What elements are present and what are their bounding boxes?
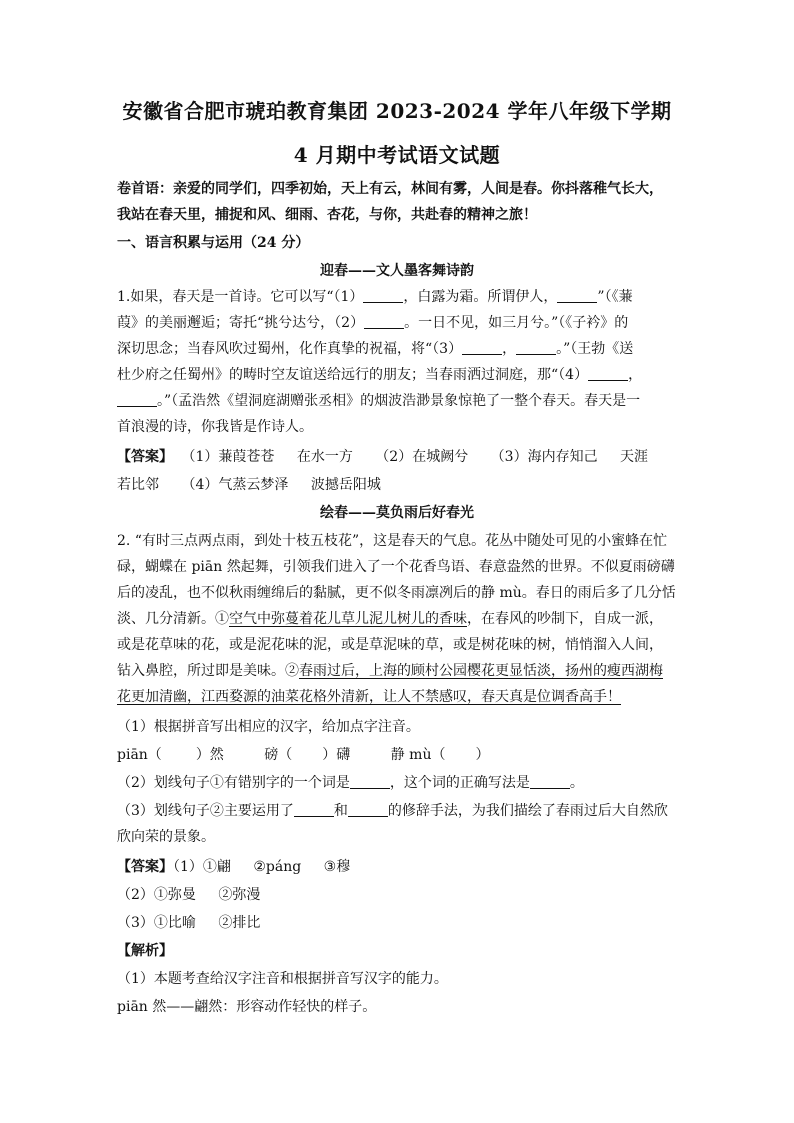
answer-blank[interactable] [588, 365, 628, 381]
q1-line2 [117, 312, 677, 334]
pinyin-item: ） [475, 747, 490, 763]
answer-item: （2）在城阙兮 [375, 449, 469, 465]
q1-text: ”（《蒹 [597, 289, 633, 305]
page-title-line1: 安徽省合肥市琥珀教育集团 2023-2024 学年八年级下学期 [122, 99, 672, 123]
q2-text: ，在春风的吵制下，自成一派， [467, 611, 663, 627]
pinyin-item: 静 mù（ [390, 747, 446, 763]
q2-line4 [117, 608, 677, 630]
q2-text: ，这个词的正确写法是 [389, 775, 530, 791]
answer-blank[interactable] [363, 287, 403, 303]
q2-text: （2）划线句子①有错别字的一个词是 [117, 775, 350, 791]
answer-item: 波撼岳阳城 [310, 477, 381, 493]
section1-heading: 一、语言积累与运用（24 分） [117, 235, 310, 251]
answer-blank[interactable] [350, 773, 390, 789]
analysis-line1: （1）本题考查给汉字注音和根据拼音写汉字的能力。 [117, 971, 448, 987]
answer-item: （3）①比喻 [117, 915, 196, 931]
answer-blank[interactable] [348, 801, 388, 817]
preface-line2: 我站在春天里，捕捉和风、细雨、杏花，与你，共赴春的精神之旅！ [117, 207, 537, 223]
answer-item: （1）①翩 [173, 859, 231, 875]
answer-item: ②排比 [218, 915, 261, 931]
answer-blank[interactable] [557, 287, 597, 303]
answer-label: 【答案】 [117, 859, 173, 875]
pinyin-item: piān（ [117, 747, 162, 763]
q1-text: 。”（王勃《送 [556, 341, 634, 357]
pinyin-item: 磅（ [264, 747, 293, 763]
q1-line1 [117, 286, 677, 308]
answer-item: （3）海内存知己 [490, 449, 598, 465]
q2-text: 钻入鼻腔，所过即是美味。② [117, 663, 299, 679]
preface-line1: 卷首语：亲爱的同学们，四季初始，天上有云，林间有雾，人间是春。你抖落稚气长大， [117, 181, 663, 197]
q2-text: 的修辞手法，为我们描绘了春雨过后大自然欣 [387, 803, 668, 819]
q1-text: 。一日不见，如三月兮。”（《子衿》的 [404, 315, 629, 331]
answer-item: ②弥漫 [218, 887, 261, 903]
answer-item: ②páng [253, 859, 302, 875]
q2-answer-line1 [117, 856, 677, 878]
q2-sub2 [117, 772, 677, 794]
answer-blank[interactable] [364, 313, 404, 329]
q1-answer-line1 [117, 446, 677, 468]
section1-subheading-2: 绘春——莫负雨后好春光 [320, 505, 474, 521]
answer-item: 天涯 [620, 449, 649, 465]
analysis-line2: piān 然——翩然：形容动作轻快的样子。 [117, 999, 377, 1015]
q1-line6: 首浪漫的诗，你我皆是作诗人。 [117, 419, 313, 435]
q2-sub3 [117, 800, 677, 822]
answer-item: 在水一方 [296, 449, 353, 465]
q2-answer-line3 [117, 912, 677, 934]
answer-item: ③穆 [323, 859, 351, 875]
page-title-line2: 4 月期中考试语文试题 [293, 143, 501, 167]
section1-subheading-1: 迎春——文人墨客舞诗韵 [320, 263, 474, 279]
q2-line1: 2. “有时三点两点雨，到处十枝五枝花”，这是春天的气息。花丛中随处可见的小蜜蜂在忙 [117, 533, 668, 549]
answer-item: （2）①弥曼 [117, 887, 196, 903]
q2-text: 淡、几分清新。① [117, 611, 229, 627]
q1-line5 [117, 390, 677, 412]
underlined-sentence-1: 空气中弥蔓着花儿草儿泥儿树儿的香味 [229, 611, 467, 627]
q1-line3 [117, 338, 677, 360]
q1-text: 葭》的美丽邂逅；寄托“挑兮达兮，（2） [117, 315, 365, 331]
q1-text: 。”（孟浩然《望洞庭湖赠张丞相》的烟波浩渺景象惊艳了一整个春天。春天是一 [157, 393, 641, 409]
q1-text: 杜少府之任蜀州》的畴时空友谊送给远行的朋友；当春雨洒过洞庭，那“（4） [117, 367, 589, 383]
underlined-sentence-2-cont: 花更加清幽，江西婺源的油菜花格外清新，让人不禁感叹，春天真是位调香高手！ [117, 689, 621, 705]
q1-answer-line2 [117, 474, 677, 496]
answer-blank[interactable] [462, 339, 502, 355]
q2-sub3-cont: 欣向荣的景象。 [117, 829, 215, 845]
q2-answer-line2 [117, 884, 677, 906]
q2-line6 [117, 660, 677, 682]
underlined-sentence-2: 春雨过后，上海的顾村公园樱花更显恬淡，扬州的瘦西湖梅 [299, 663, 663, 679]
q2-sub1: （1）根据拼音写出相应的汉字，给加点字注音。 [117, 719, 420, 735]
q1-text: ， [502, 341, 517, 357]
answer-blank[interactable] [530, 773, 570, 789]
q2-text: （3）划线句子②主要运用了 [117, 803, 294, 819]
answer-item: （1）蒹葭苍苍 [181, 449, 275, 465]
analysis-label: 【解析】 [117, 943, 173, 959]
q2-line5: 或是花草味的花，或是泥花味的泥，或是草泥味的草，或是树花味的树，悄悄溜入人间， [117, 637, 663, 653]
q1-text: ， [628, 367, 643, 383]
q1-text: 深切思念；当春风吹过蜀州，化作真挚的祝福，将“（3） [117, 341, 463, 357]
pinyin-item: ）礴 [322, 747, 351, 763]
q2-line3: 后的凌乱，也不似秋雨缠绵后的黏腻，更不似冬雨凛冽后的静 mù。春日的雨后多了几分恬 [117, 585, 676, 601]
answer-item: 若比邻 [117, 477, 159, 493]
answer-blank[interactable] [117, 391, 157, 407]
pinyin-item: ）然 [195, 747, 224, 763]
answer-blank[interactable] [516, 339, 556, 355]
answer-item: （4）气蒸云梦泽 [181, 477, 289, 493]
q2-text: 。 [569, 775, 584, 791]
q1-line4 [117, 364, 677, 386]
q2-sub1-items [117, 744, 677, 766]
q2-line2: 碌，蝴蝶在 piān 然起舞，引领我们进入了一个花香鸟语、春意盎然的世界。不似夏雨磅礴 [117, 559, 675, 575]
answer-blank[interactable] [294, 801, 334, 817]
q1-text: 1.如果，春天是一首诗。它可以写“（1） [117, 289, 364, 305]
q2-text: 和 [333, 803, 348, 819]
q1-text: ，白露为霜。所谓伊人， [403, 289, 558, 305]
answer-label: 【答案】 [117, 449, 173, 465]
